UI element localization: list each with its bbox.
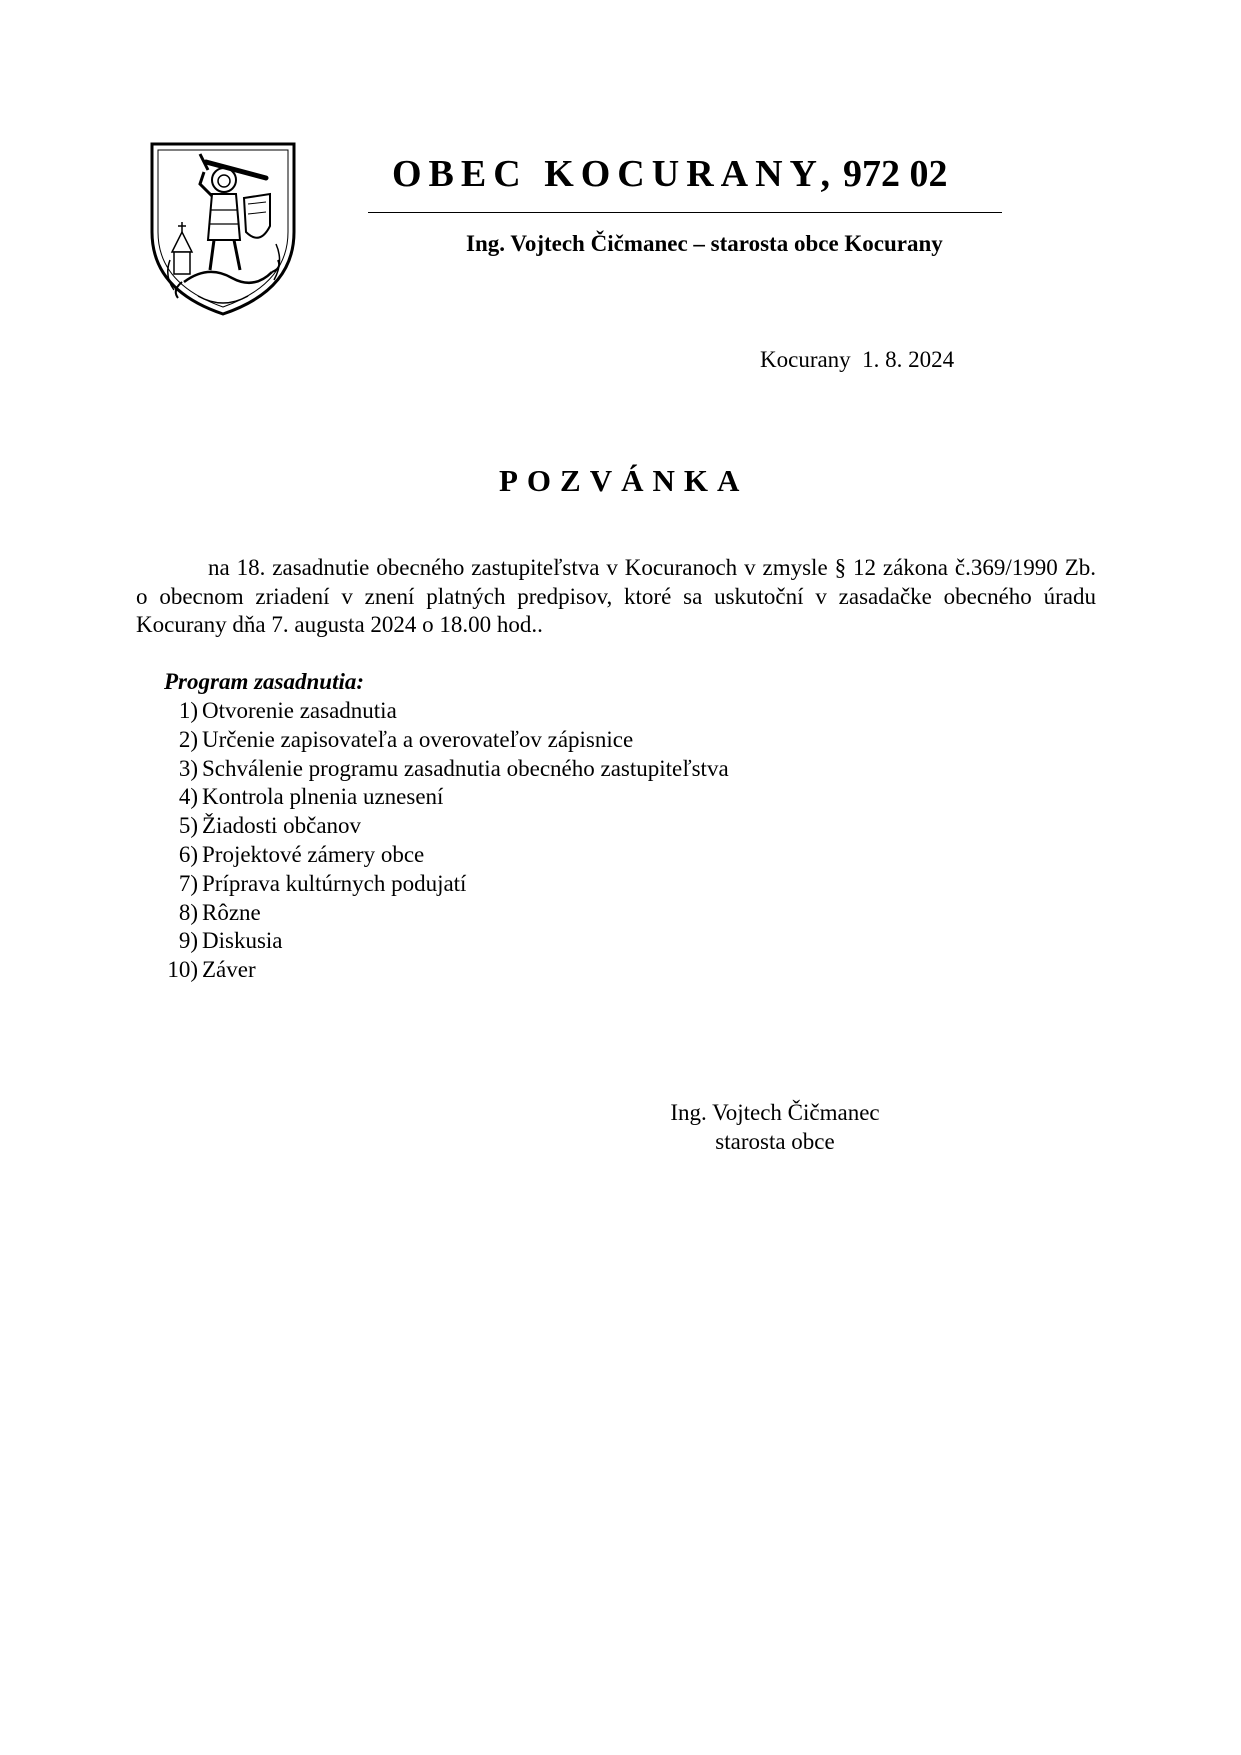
place-date: Kocurany 1. 8. 2024 (760, 347, 955, 372)
agenda-item (158, 841, 729, 870)
mayor-line: Ing. Vojtech Čičmanec – starosta obce Kocurany (466, 231, 943, 256)
agenda-item-text: Schválenie programu zasadnutia obecného zastupiteľstva (202, 755, 729, 781)
agenda-item-text: Záver (202, 957, 256, 983)
agenda-item-text: Žiadosti občanov (202, 813, 362, 839)
agenda-item-number: 2) (178, 726, 198, 752)
signatory-name: Ing. Vojtech Čičmanec (670, 1100, 880, 1125)
agenda-item-number: 3) (178, 755, 198, 781)
agenda-item (158, 697, 729, 726)
agenda-item (158, 812, 729, 841)
agenda-item-text: Kontrola plnenia uznesení (202, 784, 444, 810)
invitation-text: na 18. zasadnutie obecného zastupiteľstva v Kocuranoch v zmysle § 12 zákona č.369/1990 Zb. o obecnom zriadení v znení platných predpisov, ktoré sa uskutoční v zasadačke obecného úradu Kocurany dňa 7. augusta 2024 o 18.00 hod.. (136, 555, 1096, 637)
agenda-item-number: 8) (178, 899, 198, 925)
agenda-item-number: 7) (178, 870, 198, 896)
agenda-item (158, 870, 729, 899)
agenda-item (158, 783, 729, 812)
agenda-item (158, 726, 729, 755)
document-title: POZVÁNKA (499, 463, 749, 498)
agenda-item-text: Určenie zapisovateľa a overovateľov zápisnice (202, 726, 634, 752)
agenda-item-number: 6) (178, 841, 198, 867)
agenda-list (158, 697, 729, 985)
agenda-item (158, 755, 729, 784)
agenda-item-number: 5) (178, 813, 198, 839)
postal-code: 972 02 (842, 153, 948, 195)
agenda-item (158, 927, 729, 956)
agenda-item-text: Diskusia (202, 928, 283, 954)
agenda-item-text: Rôzne (202, 899, 261, 925)
agenda-item-text: Projektové zámery obce (202, 841, 425, 867)
signature-block (600, 1098, 950, 1156)
agenda-item-text: Príprava kultúrnych podujatí (202, 870, 467, 896)
agenda-item (158, 956, 729, 985)
coat-of-arms-icon (148, 140, 298, 318)
agenda-item (158, 899, 729, 928)
program-heading: Program zasadnutia: (164, 669, 365, 694)
header-divider (368, 212, 1002, 213)
agenda-item-number: 1) (178, 698, 198, 723)
signatory-role: starosta obce (715, 1129, 835, 1154)
agenda-item-text: Otvorenie zasadnutia (202, 698, 397, 723)
agenda-item-number: 9) (178, 928, 198, 954)
municipality-title (392, 155, 947, 193)
agenda-item-number: 10) (167, 957, 198, 983)
municipality-name: OBEC KOCURANY, (392, 153, 837, 195)
agenda-item-number: 4) (178, 784, 198, 810)
